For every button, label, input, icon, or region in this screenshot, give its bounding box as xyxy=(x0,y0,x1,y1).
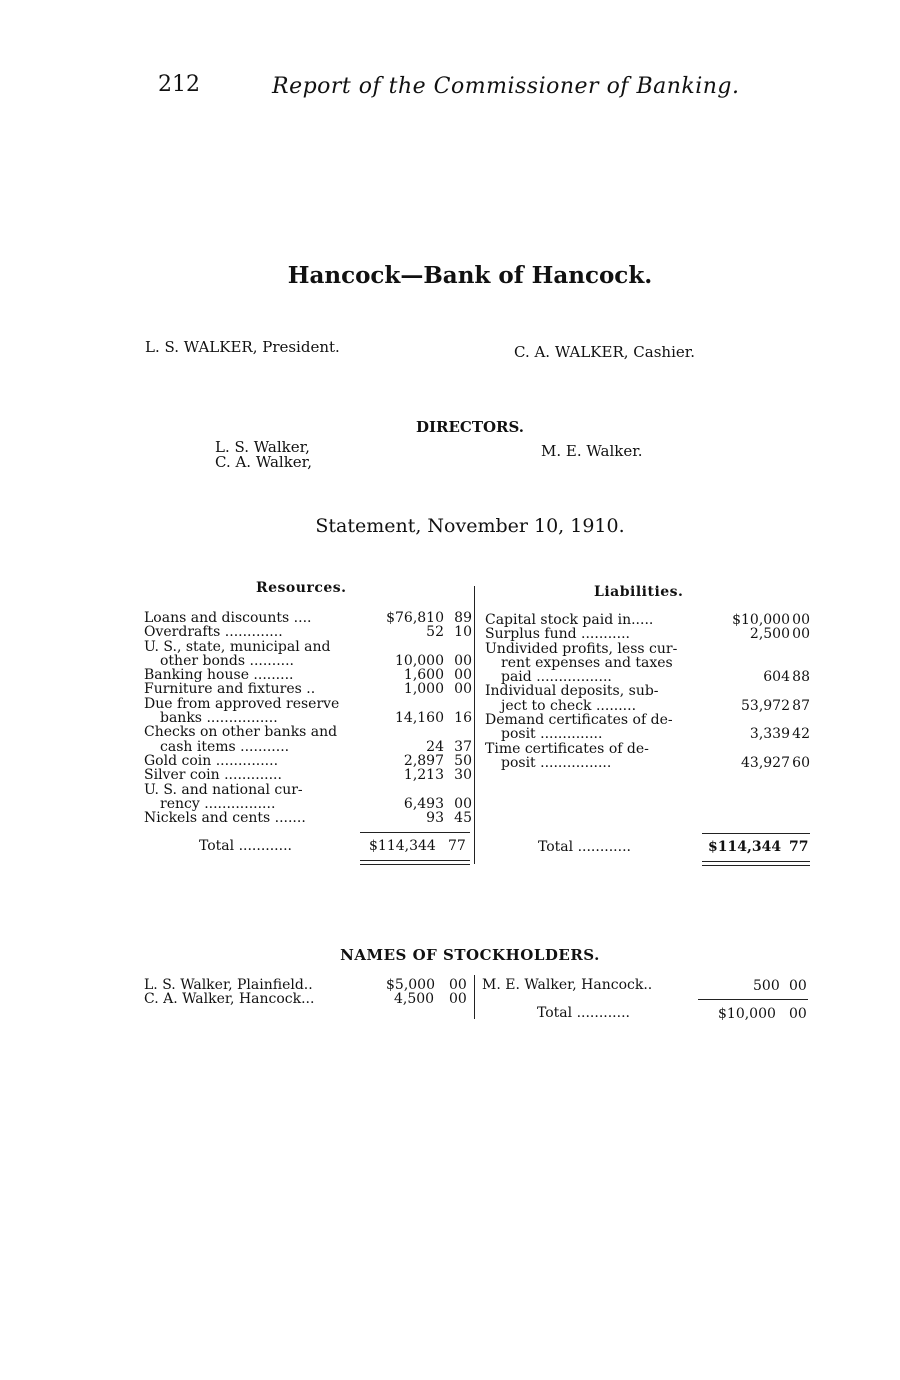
row-label: Individual deposits, sub- xyxy=(485,683,659,700)
row-cents: 37 xyxy=(454,738,472,755)
resources-heading: Resources. xyxy=(256,580,347,596)
resources-total-label: Total ............ xyxy=(199,838,292,854)
row-dollars: 604 xyxy=(763,669,790,686)
row-label: Overdrafts ............. xyxy=(144,624,283,641)
ledger-row xyxy=(485,699,815,713)
ledger-row xyxy=(485,613,815,627)
row-label: posit .............. xyxy=(501,726,603,743)
row-label: Furniture and fixtures .. xyxy=(144,681,316,698)
ledger-row xyxy=(485,670,815,684)
ledger-row xyxy=(144,783,474,797)
liabilities-table xyxy=(485,613,815,770)
row-dollars: 2,500 xyxy=(749,626,790,643)
stockholder-name: L. S. Walker, Plainfield.. xyxy=(144,977,313,993)
row-dollars: 3,339 xyxy=(749,726,790,743)
resources-sum-rule xyxy=(360,832,470,833)
row-label: paid ................. xyxy=(501,669,612,686)
resources-total-dollars: $114,344 xyxy=(369,838,436,854)
stockholders-total-label: Total ............ xyxy=(537,1005,630,1021)
resources-total-underline xyxy=(360,860,470,861)
ledger-row xyxy=(144,725,474,739)
row-label: Loans and discounts .... xyxy=(144,610,312,626)
ledger-row xyxy=(485,713,815,727)
row-dollars: 14,160 xyxy=(395,710,444,727)
director-name: M. E. Walker. xyxy=(541,442,643,460)
resources-total-underline xyxy=(360,864,470,865)
ledger-row xyxy=(144,768,474,782)
ledger-row xyxy=(485,642,815,656)
stockholders-total-dollars: $10,000 xyxy=(718,1006,776,1022)
ledger-row xyxy=(485,727,815,741)
row-cents: 89 xyxy=(454,610,472,626)
stockholder-cents: 00 xyxy=(449,977,467,993)
row-dollars: 53,972 xyxy=(741,697,790,714)
row-dollars: $10,000 xyxy=(732,612,790,628)
row-cents: 60 xyxy=(792,754,810,771)
liabilities-heading: Liabilities. xyxy=(594,584,684,600)
stockholders-heading: NAMES OF STOCKHOLDERS. xyxy=(340,946,600,964)
row-label: Banking house ......... xyxy=(144,667,294,684)
stockholder-dollars: 4,500 xyxy=(394,991,435,1007)
running-title: Report of the Commissioner of Banking. xyxy=(272,74,740,99)
ledger-row xyxy=(144,740,474,754)
row-label: rency ................ xyxy=(160,795,276,812)
page-number: 212 xyxy=(158,72,200,97)
directors-heading: DIRECTORS. xyxy=(415,418,525,436)
president: L. S. WALKER, President. xyxy=(145,338,340,356)
stockholder-name: C. A. Walker, Hancock... xyxy=(144,991,315,1007)
ledger-row xyxy=(144,797,474,811)
ledger-row xyxy=(485,756,815,770)
row-dollars: 52 xyxy=(426,624,444,641)
ledger-row xyxy=(144,654,474,668)
ledger-row xyxy=(485,684,815,698)
ledger-row xyxy=(144,811,474,825)
cashier: C. A. WALKER, Cashier. xyxy=(514,343,696,361)
row-label: rent expenses and taxes xyxy=(501,654,673,671)
ledger-row xyxy=(144,697,474,711)
stockholder-cents: 00 xyxy=(789,978,807,994)
stockholder-dollars: 500 xyxy=(753,978,780,994)
row-cents: 00 xyxy=(792,612,810,628)
stockholder-dollars: $5,000 xyxy=(386,977,435,993)
row-label: Checks on other banks and xyxy=(144,724,338,741)
row-dollars: 6,493 xyxy=(403,795,444,812)
ledger-row xyxy=(144,711,474,725)
ledger-row xyxy=(144,625,474,639)
row-label: posit ................ xyxy=(501,754,612,771)
row-cents: 50 xyxy=(454,752,472,769)
liabilities-total-cents: 77 xyxy=(789,839,809,855)
row-cents: 10 xyxy=(454,624,472,641)
directors-right xyxy=(541,442,643,460)
row-dollars: 1,213 xyxy=(403,767,444,784)
stockholders-divider xyxy=(474,975,475,1019)
ledger-row xyxy=(144,640,474,654)
row-label: U. S. and national cur- xyxy=(144,781,303,798)
row-cents: 00 xyxy=(454,681,472,698)
row-cents: 00 xyxy=(454,795,472,812)
stockholders-total-cents: 00 xyxy=(789,1006,807,1022)
ledger-row xyxy=(485,742,815,756)
row-label: Capital stock paid in..... xyxy=(485,612,654,628)
director-name: L. S. Walker, xyxy=(215,438,310,456)
row-cents: 88 xyxy=(792,669,810,686)
statement-title: Statement, November 10, 1910. xyxy=(315,515,625,537)
row-cents: 00 xyxy=(792,626,810,643)
liabilities-total-underline xyxy=(702,865,810,866)
row-label: Gold coin .............. xyxy=(144,752,279,769)
row-label: other bonds .......... xyxy=(160,652,295,669)
row-dollars: 10,000 xyxy=(395,652,444,669)
bank-title: Hancock—Bank of Hancock. xyxy=(287,262,653,289)
directors-left xyxy=(215,440,312,470)
ledger-row xyxy=(144,668,474,682)
ledger-row xyxy=(144,754,474,768)
row-label: Undivided profits, less cur- xyxy=(485,640,678,657)
row-dollars: $76,810 xyxy=(386,610,444,626)
row-label: Due from approved reserve xyxy=(144,695,340,712)
ledger-row xyxy=(485,656,815,670)
row-dollars: 1,600 xyxy=(403,667,444,684)
row-cents: 45 xyxy=(454,810,472,827)
row-cents: 87 xyxy=(792,697,810,714)
row-label: Silver coin ............. xyxy=(144,767,282,784)
row-cents: 42 xyxy=(792,726,810,743)
ledger-row xyxy=(144,611,474,625)
row-label: ject to check ......... xyxy=(501,697,637,714)
row-label: Nickels and cents ....... xyxy=(144,810,306,827)
stockholder-name: M. E. Walker, Hancock.. xyxy=(482,977,653,993)
row-dollars: 24 xyxy=(426,738,444,755)
resources-table xyxy=(144,611,474,825)
row-label: Demand certificates of de- xyxy=(485,712,673,729)
row-label: U. S., state, municipal and xyxy=(144,638,331,655)
row-cents: 16 xyxy=(454,710,472,727)
row-cents: 00 xyxy=(454,652,472,669)
row-cents: 00 xyxy=(454,667,472,684)
liabilities-sum-rule xyxy=(702,833,810,834)
director-name: C. A. Walker, xyxy=(215,453,312,471)
row-label: Surplus fund ........... xyxy=(485,626,630,643)
liabilities-total-dollars: $114,344 xyxy=(708,839,782,855)
liabilities-total-underline xyxy=(702,861,810,862)
row-dollars: 2,897 xyxy=(403,752,444,769)
stockholders-sum-rule xyxy=(698,999,808,1000)
ledger-row xyxy=(485,627,815,641)
row-cents: 30 xyxy=(454,767,472,784)
column-divider xyxy=(474,586,475,864)
liabilities-total-label: Total ............ xyxy=(538,839,631,855)
row-dollars: 1,000 xyxy=(403,681,444,698)
row-label: cash items ........... xyxy=(160,738,290,755)
row-label: banks ................ xyxy=(160,710,278,727)
resources-total-cents: 77 xyxy=(448,838,466,854)
stockholder-cents: 00 xyxy=(449,991,467,1007)
ledger-row xyxy=(144,682,474,696)
row-dollars: 93 xyxy=(426,810,444,827)
row-label: Time certificates of de- xyxy=(485,740,649,757)
row-dollars: 43,927 xyxy=(741,754,790,771)
